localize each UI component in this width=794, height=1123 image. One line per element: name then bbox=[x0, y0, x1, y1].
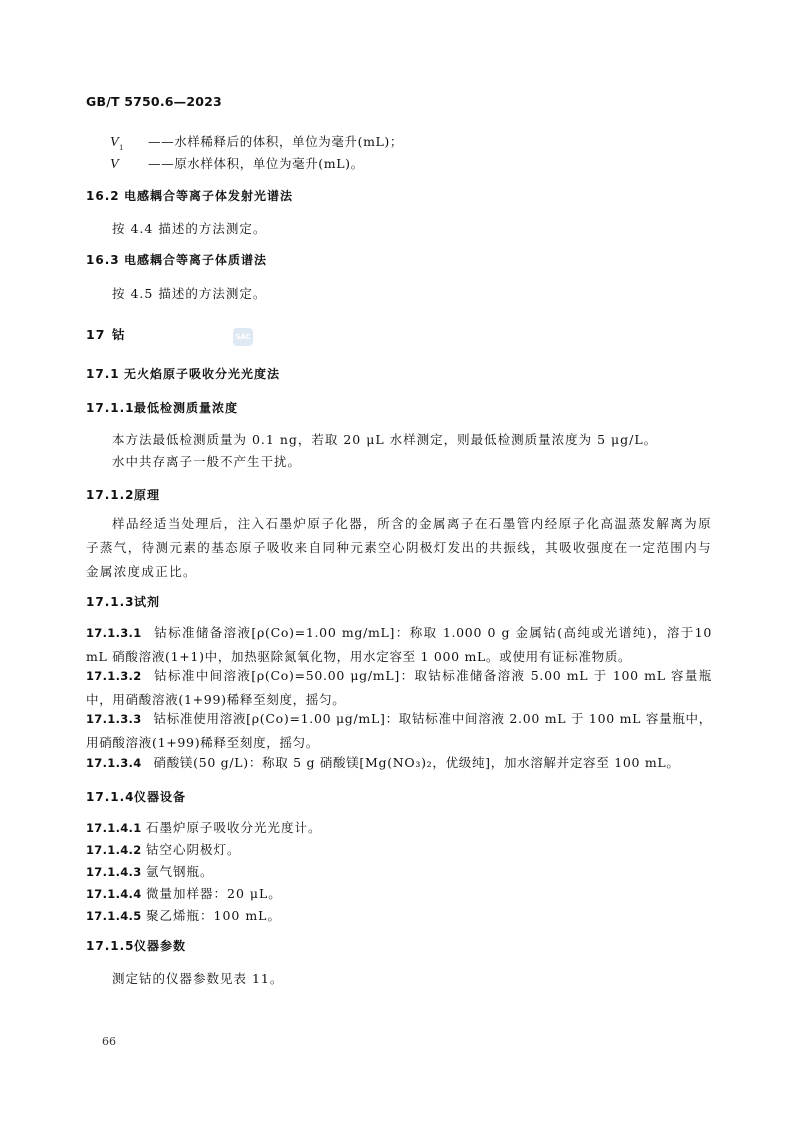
variable-definition bbox=[110, 132, 403, 152]
variable-symbol: $V_1$ bbox=[110, 135, 124, 152]
section-text-16-3: 按 4.5 描述的方法测定。 bbox=[112, 286, 267, 301]
reagent-item: 17.1.3.2 钴标准中间溶液[ρ(Co)=50.00 μg/mL]：取钴标准储备溶液 5.00 mL 于 100 mL 容量瓶中，用硝酸溶液(1+99)稀释至刻度，摇匀。 bbox=[86, 668, 712, 707]
variable-definition bbox=[110, 154, 364, 174]
section-text-16-2: 按 4.4 描述的方法测定。 bbox=[112, 221, 267, 236]
reagent-item: 17.1.3.4 硝酸镁(50 g/L)：称取 5 g 硝酸镁[Mg(NO₃)₂，优级纯]，加水溶解并定容至 100 mL。 bbox=[86, 755, 680, 770]
variable-description: ——原水样体积，单位为毫升(mL)。 bbox=[148, 156, 364, 171]
principle-paragraph: 样品经适当处理后，注入石墨炉原子化器，所含的金属离子在石墨管内经原子化高温蒸发解离为原子蒸气，待测元素的基态原子吸收来自同种元素空心阴极灯发出的共振线，其吸收强度在一定范围内与金属浓度成正比。 bbox=[86, 516, 712, 579]
section-heading-17-1-3: 17.1.3试剂 bbox=[86, 595, 161, 609]
section-heading-17-1-1: 17.1.1最低检测质量浓度 bbox=[86, 401, 239, 415]
equipment-item: 17.1.4.3 氩气钢瓶。 bbox=[86, 864, 214, 879]
section-heading-17-1: 17.1 无火焰原子吸收分光光度法 bbox=[86, 367, 281, 381]
equipment-item: 17.1.4.4 微量加样器：20 μL。 bbox=[86, 886, 282, 901]
section-heading-16-3: 16.3 电感耦合等离子体质谱法 bbox=[86, 253, 268, 267]
equipment-item: 17.1.4.2 钴空心阴极灯。 bbox=[86, 842, 241, 857]
section-heading-17-1-5: 17.1.5仪器参数 bbox=[86, 939, 187, 953]
reagent-item: 17.1.3.3 钴标准使用溶液[ρ(Co)=1.00 μg/mL]：取钴标准中间溶液 2.00 mL 于 100 mL 容量瓶中，用硝酸溶液(1+99)稀释至刻度，摇匀。 bbox=[86, 711, 712, 750]
variable-symbol: V bbox=[110, 157, 120, 172]
interference-text: 水中共存离子一般不产生干扰。 bbox=[112, 454, 302, 469]
section-heading-16-2: 16.2 电感耦合等离子体发射光谱法 bbox=[86, 189, 294, 203]
sac-watermark-logo: SAC bbox=[233, 328, 253, 346]
variable-description: ——水样稀释后的体积，单位为毫升(mL)； bbox=[148, 134, 404, 149]
reagent-item: 17.1.3.1 钴标准储备溶液[ρ(Co)=1.00 mg/mL]：称取 1.000 0 g 金属钴(高纯或光谱纯)，溶于10 mL 硝酸溶液(1+1)中，加热驱除氮氧化物，用水定容至 1 000 mL。或使用有证标准物质。 bbox=[86, 625, 712, 664]
page-number: 66 bbox=[102, 1035, 116, 1048]
section-heading-17-1-4: 17.1.4仪器设备 bbox=[86, 790, 187, 804]
detection-limit-text: 本方法最低检测质量为 0.1 ng，若取 20 μL 水样测定，则最低检测质量浓度为 5 μg/L。 bbox=[112, 432, 658, 447]
instrument-parameters-text: 测定钴的仪器参数见表 11。 bbox=[112, 971, 284, 986]
equipment-item: 17.1.4.1 石墨炉原子吸收分光光度计。 bbox=[86, 820, 322, 835]
equipment-item: 17.1.4.5 聚乙烯瓶：100 mL。 bbox=[86, 908, 281, 923]
standard-code-header: GB/T 5750.6—2023 bbox=[86, 94, 222, 109]
section-heading-17-1-2: 17.1.2原理 bbox=[86, 488, 161, 502]
chapter-heading-17: 17 钴 bbox=[86, 327, 126, 342]
